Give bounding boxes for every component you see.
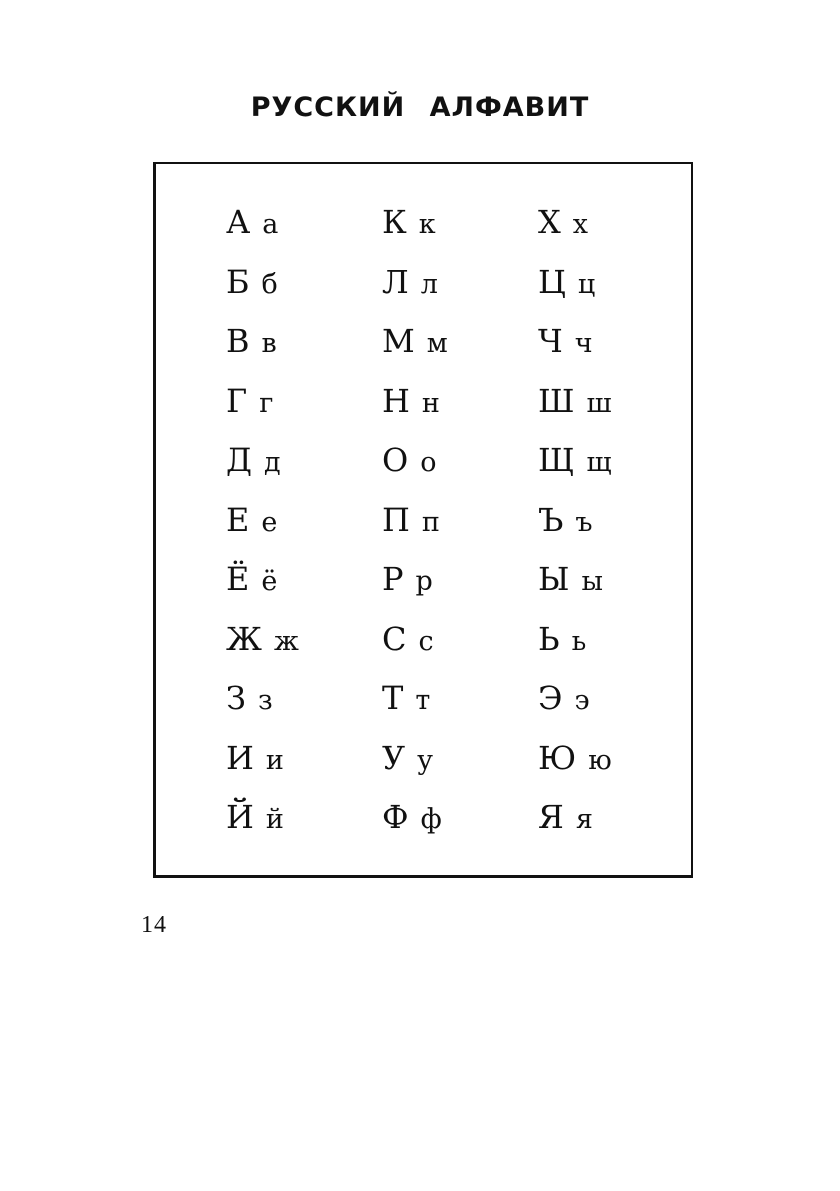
uppercase-letter: Ы: [538, 560, 570, 598]
letter-pair: [382, 262, 538, 326]
letter-pair: [226, 322, 382, 385]
uppercase-letter: Ё: [226, 560, 250, 598]
uppercase-letter: А: [226, 203, 251, 241]
letter-pair: [538, 500, 694, 564]
letter-pair: [226, 798, 382, 861]
lowercase-letter: л: [420, 268, 438, 300]
lowercase-letter: к: [418, 209, 436, 240]
uppercase-letter: Й: [226, 798, 254, 836]
uppercase-letter: Ъ: [538, 500, 564, 539]
lowercase-letter: м: [426, 328, 448, 359]
lowercase-letter: х: [572, 209, 589, 240]
uppercase-letter: Я: [538, 798, 564, 836]
lowercase-letter: б: [261, 268, 278, 300]
lowercase-letter: ф: [420, 804, 442, 835]
letter-pair: [538, 262, 694, 326]
lowercase-letter: ё: [261, 566, 278, 597]
letter-pair: [226, 560, 382, 623]
lowercase-letter: е: [261, 506, 278, 538]
uppercase-letter: С: [382, 619, 407, 658]
letter-pair: [226, 500, 382, 564]
letter-pair: [226, 679, 382, 742]
letter-pair: [382, 322, 538, 385]
lowercase-letter: ы: [581, 566, 603, 597]
lowercase-letter: д: [264, 447, 281, 478]
letter-pair: [538, 679, 694, 742]
uppercase-letter: К: [382, 203, 407, 241]
letter-pair: [226, 262, 382, 326]
letter-pair: [538, 560, 694, 623]
alphabet-table: [153, 162, 693, 878]
uppercase-letter: Ч: [538, 322, 563, 360]
letter-pair: [538, 798, 694, 861]
lowercase-letter: а: [262, 209, 279, 240]
uppercase-letter: Е: [226, 500, 250, 539]
lowercase-letter: ь: [571, 625, 587, 657]
uppercase-letter: М: [382, 322, 415, 360]
lowercase-letter: о: [420, 447, 437, 478]
letter-pair: [538, 441, 694, 504]
lowercase-letter: с: [418, 625, 434, 657]
alphabet-grid: [226, 203, 694, 861]
uppercase-letter: Б: [226, 262, 250, 301]
lowercase-letter: ю: [588, 744, 612, 776]
lowercase-letter: п: [421, 506, 440, 538]
lowercase-letter: й: [265, 804, 284, 835]
lowercase-letter: ч: [574, 328, 593, 359]
lowercase-letter: я: [575, 804, 593, 835]
uppercase-letter: И: [226, 738, 254, 777]
uppercase-letter: Н: [382, 381, 410, 420]
uppercase-letter: Л: [382, 262, 409, 301]
letter-pair: [382, 738, 538, 802]
lowercase-letter: т: [415, 685, 431, 716]
uppercase-letter: З: [226, 679, 246, 717]
uppercase-letter: Щ: [538, 441, 575, 479]
lowercase-letter: в: [261, 328, 277, 359]
letter-pair: [382, 619, 538, 683]
lowercase-letter: г: [259, 387, 274, 419]
uppercase-letter: Д: [226, 441, 253, 479]
lowercase-letter: ц: [577, 268, 596, 300]
letter-pair: [382, 203, 538, 266]
uppercase-letter: Ю: [538, 738, 577, 777]
lowercase-letter: ж: [273, 625, 299, 657]
letter-pair: [538, 203, 694, 266]
uppercase-letter: Ж: [226, 619, 262, 658]
letter-pair: [382, 500, 538, 564]
uppercase-letter: Х: [538, 203, 561, 241]
letter-pair: [382, 679, 538, 742]
lowercase-letter: ъ: [575, 506, 593, 538]
uppercase-letter: У: [382, 738, 406, 777]
uppercase-letter: Ц: [538, 262, 566, 301]
uppercase-letter: О: [382, 441, 409, 479]
uppercase-letter: Р: [382, 560, 404, 598]
uppercase-letter: Э: [538, 679, 563, 717]
lowercase-letter: у: [417, 744, 434, 776]
uppercase-letter: П: [382, 500, 410, 539]
letter-pair: [382, 560, 538, 623]
letter-pair: [382, 441, 538, 504]
lowercase-letter: и: [265, 744, 284, 776]
uppercase-letter: Т: [382, 679, 404, 717]
page-number: 14: [141, 912, 167, 938]
lowercase-letter: з: [257, 685, 273, 716]
uppercase-letter: Ь: [538, 619, 560, 658]
letter-pair: [226, 381, 382, 445]
letter-pair: [226, 203, 382, 266]
uppercase-letter: Ш: [538, 381, 575, 420]
letter-pair: [538, 322, 694, 385]
letter-pair: [382, 798, 538, 861]
lowercase-letter: н: [421, 387, 440, 419]
lowercase-letter: щ: [586, 447, 612, 478]
letter-pair: [382, 381, 538, 445]
lowercase-letter: р: [415, 566, 433, 597]
page-title: РУССКИЙ АЛФАВИТ: [250, 92, 590, 123]
uppercase-letter: Г: [226, 381, 248, 420]
letter-pair: [538, 381, 694, 445]
letter-pair: [226, 441, 382, 504]
letter-pair: [226, 619, 382, 683]
uppercase-letter: В: [226, 322, 250, 360]
letter-pair: [538, 619, 694, 683]
letter-pair: [226, 738, 382, 802]
lowercase-letter: ш: [586, 387, 612, 419]
uppercase-letter: Ф: [382, 798, 409, 836]
letter-pair: [538, 738, 694, 802]
lowercase-letter: э: [574, 685, 590, 716]
